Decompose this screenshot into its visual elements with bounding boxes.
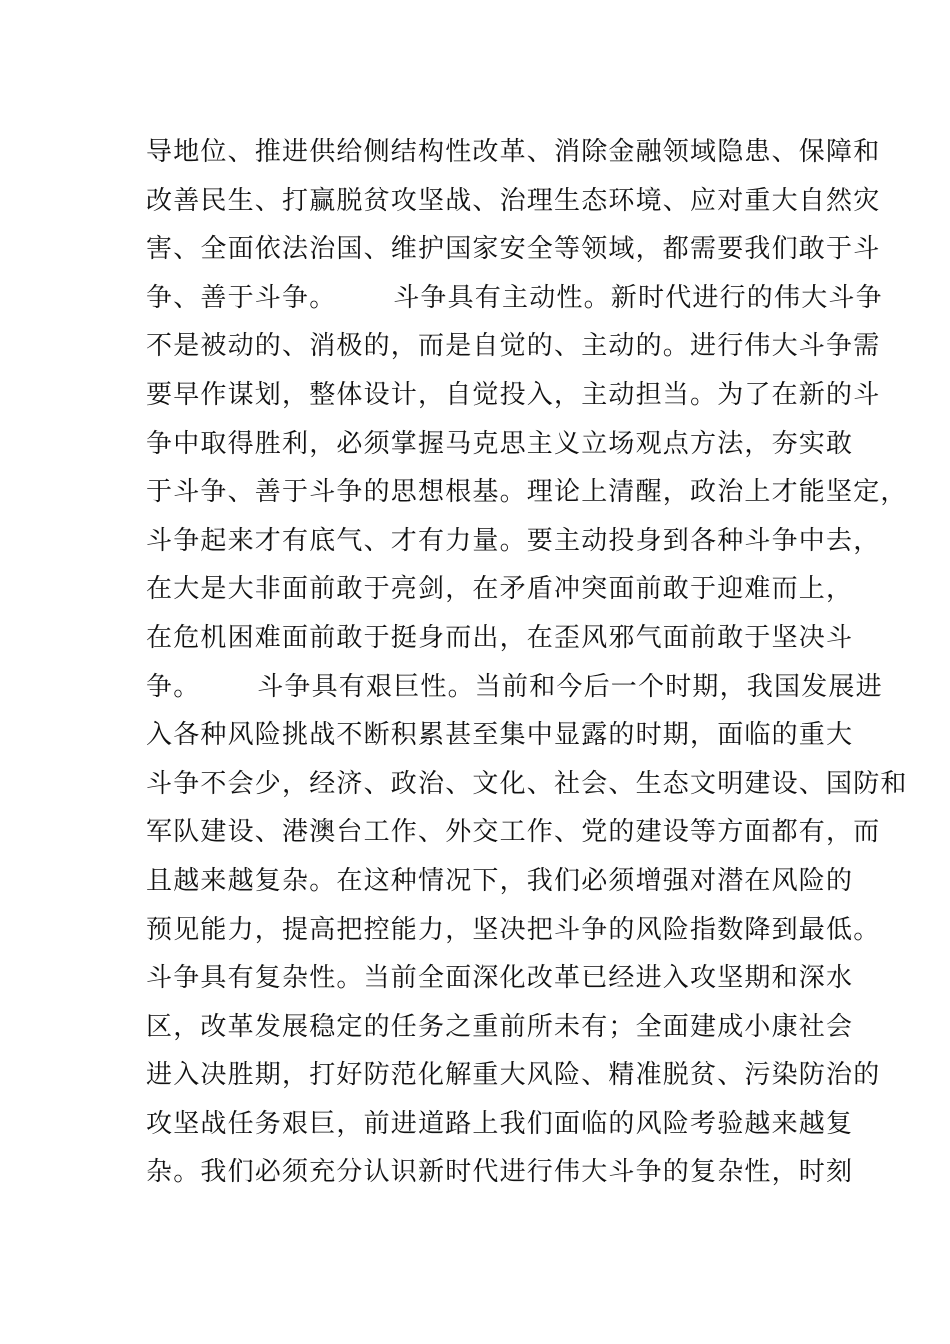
text-line-6: 要早作谋划，整体设计，自觉投入，主动担当。为了在新的斗 bbox=[146, 379, 881, 410]
text-line-19: 区，改革发展稳定的任务之重前所未有；全面建成小康社会 bbox=[146, 1011, 854, 1042]
text-line-4: 争、善于斗争。 斗争具有主动性。新时代进行的伟大斗争 bbox=[146, 282, 883, 313]
text-line-10: 在大是大非面前敢于亮剑，在矛盾冲突面前敢于迎难而上， bbox=[146, 574, 854, 605]
text-line-11: 在危机困难面前敢于挺身而出，在歪风邪气面前敢于坚决斗 bbox=[146, 622, 854, 653]
text-line-16: 且越来越复杂。在这种情况下，我们必须增强对潜在风险的 bbox=[146, 865, 854, 896]
body-text bbox=[146, 128, 908, 1197]
text-line-17: 预见能力，提高把控能力，坚决把斗争的风险指数降到最低。 bbox=[146, 914, 881, 945]
text-line-15: 军队建设、港澳台工作、外交工作、党的建设等方面都有，而 bbox=[146, 817, 881, 848]
text-line-13: 入各种风险挑战不断积累甚至集中显露的时期，面临的重大 bbox=[146, 720, 854, 751]
text-line-8: 于斗争、善于斗争的思想根基。理论上清醒，政治上才能坚定， bbox=[146, 477, 908, 508]
text-line-5: 不是被动的、消极的，而是自觉的、主动的。进行伟大斗争需 bbox=[146, 331, 881, 362]
text-line-12: 争。 斗争具有艰巨性。当前和今后一个时期，我国发展进 bbox=[146, 671, 883, 702]
text-line-18: 斗争具有复杂性。当前全面深化改革已经进入攻坚期和深水 bbox=[146, 963, 854, 994]
text-line-22: 杂。我们必须充分认识新时代进行伟大斗争的复杂性，时刻 bbox=[146, 1157, 854, 1188]
text-line-21: 攻坚战任务艰巨，前进道路上我们面临的风险考验越来越复 bbox=[146, 1108, 854, 1139]
text-line-1: 导地位、推进供给侧结构性改革、消除金融领域隐患、保障和 bbox=[146, 137, 881, 167]
text-line-3: 害、全面依法治国、维护国家安全等领域，都需要我们敢于斗 bbox=[146, 234, 881, 265]
text-line-14: 斗争不会少，经济、政治、文化、社会、生态文明建设、国防和 bbox=[146, 768, 908, 799]
text-line-9: 斗争起来才有底气、才有力量。要主动投身到各种斗争中去， bbox=[146, 525, 881, 556]
text-line-2: 改善民生、打赢脱贫攻坚战、治理生态环境、应对重大自然灾 bbox=[146, 185, 881, 216]
text-line-7: 争中取得胜利，必须掌握马克思主义立场观点方法，夯实敢 bbox=[146, 428, 854, 459]
text-line-20: 进入决胜期，打好防范化解重大风险、精准脱贫、污染防治的 bbox=[146, 1060, 881, 1091]
